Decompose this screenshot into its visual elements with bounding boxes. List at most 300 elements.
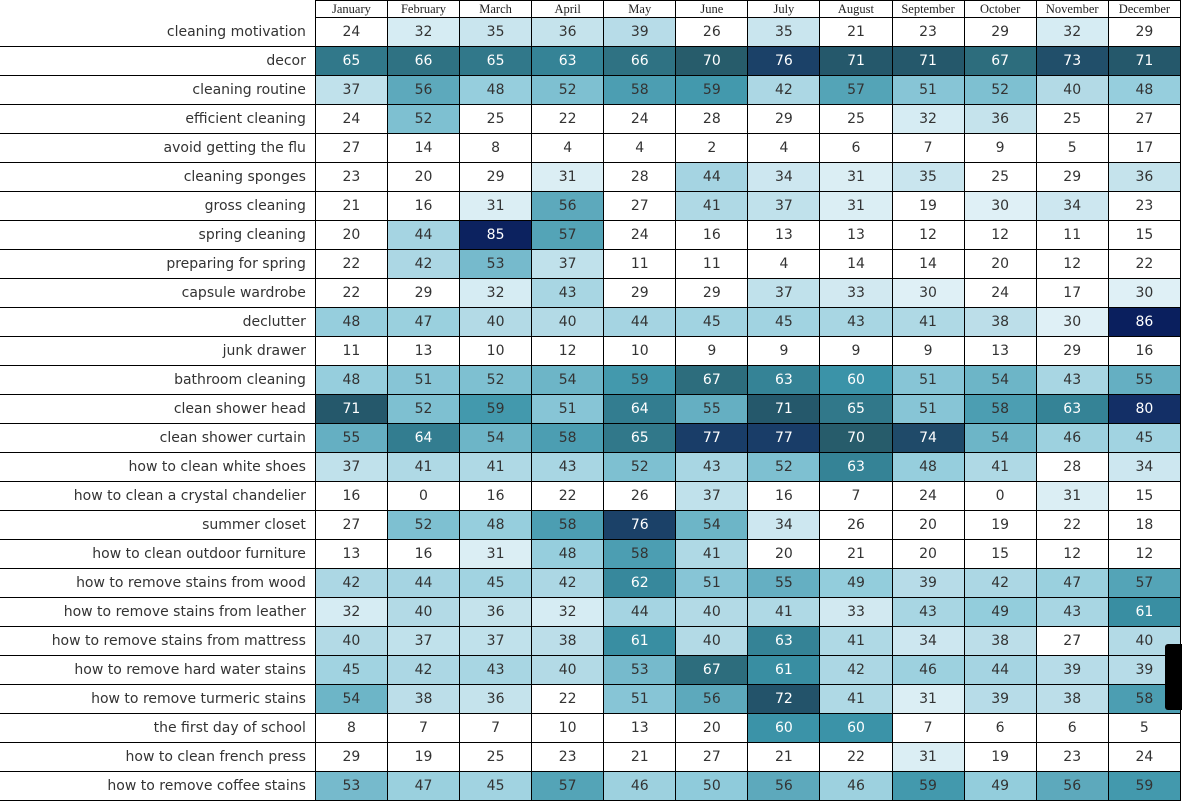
heat-cell: 63: [1036, 395, 1108, 424]
heat-cell: 9: [676, 337, 748, 366]
row-label: how to remove stains from mattress: [0, 627, 315, 656]
table-row: [0, 569, 1181, 598]
heat-cell: 51: [604, 685, 676, 714]
heat-cell: 55: [1108, 366, 1180, 395]
heat-cell: 12: [1036, 540, 1108, 569]
heat-cell: 37: [460, 627, 532, 656]
heat-cell: 53: [315, 772, 387, 801]
heat-cell: 29: [1108, 18, 1180, 47]
heat-cell: 45: [315, 656, 387, 685]
heat-cell: 59: [460, 395, 532, 424]
table-row: [0, 540, 1181, 569]
heat-cell: 76: [604, 511, 676, 540]
heat-cell: 86: [1108, 308, 1180, 337]
heat-cell: 40: [676, 598, 748, 627]
heat-cell: 29: [387, 279, 459, 308]
heat-cell: 45: [748, 308, 820, 337]
heat-cell: 16: [748, 482, 820, 511]
heat-cell: 10: [532, 714, 604, 743]
heat-cell: 45: [460, 569, 532, 598]
heat-cell: 40: [460, 308, 532, 337]
month-header: April: [532, 1, 604, 18]
heat-cell: 20: [315, 221, 387, 250]
heat-cell: 24: [604, 105, 676, 134]
heat-cell: 19: [964, 743, 1036, 772]
table-row: [0, 714, 1181, 743]
heat-cell: 9: [748, 337, 820, 366]
heat-cell: 49: [964, 772, 1036, 801]
heat-cell: 52: [964, 76, 1036, 105]
heat-cell: 56: [387, 76, 459, 105]
heat-cell: 40: [532, 656, 604, 685]
heat-cell: 13: [604, 714, 676, 743]
heat-cell: 52: [460, 366, 532, 395]
heat-cell: 70: [820, 424, 892, 453]
month-header: October: [964, 1, 1036, 18]
heat-cell: 5: [1108, 714, 1180, 743]
row-label: how to clean white shoes: [0, 453, 315, 482]
heat-cell: 15: [1108, 482, 1180, 511]
heat-cell: 23: [892, 18, 964, 47]
heat-cell: 74: [892, 424, 964, 453]
heat-cell: 43: [676, 453, 748, 482]
table-row: [0, 366, 1181, 395]
heat-cell: 26: [676, 18, 748, 47]
heat-cell: 27: [676, 743, 748, 772]
heat-cell: 41: [748, 598, 820, 627]
heat-cell: 60: [820, 366, 892, 395]
heat-cell: 66: [604, 47, 676, 76]
heat-cell: 38: [964, 627, 1036, 656]
scrollbar-handle[interactable]: [1165, 644, 1182, 710]
heat-cell: 52: [387, 511, 459, 540]
month-header: December: [1108, 1, 1180, 18]
heat-cell: 13: [748, 221, 820, 250]
heat-cell: 36: [1108, 163, 1180, 192]
heat-cell: 54: [315, 685, 387, 714]
heat-cell: 51: [892, 395, 964, 424]
heat-cell: 42: [387, 250, 459, 279]
heat-cell: 38: [387, 685, 459, 714]
heat-cell: 37: [748, 279, 820, 308]
row-label: clean shower head: [0, 395, 315, 424]
heat-cell: 63: [532, 47, 604, 76]
heat-cell: 61: [748, 656, 820, 685]
row-label: cleaning routine: [0, 76, 315, 105]
heat-cell: 12: [532, 337, 604, 366]
heat-cell: 60: [748, 714, 820, 743]
heat-cell: 46: [1036, 424, 1108, 453]
heat-cell: 60: [820, 714, 892, 743]
month-header: June: [676, 1, 748, 18]
heat-cell: 24: [315, 105, 387, 134]
heat-cell: 20: [387, 163, 459, 192]
heat-cell: 43: [532, 279, 604, 308]
month-header-row: [0, 1, 1181, 18]
heat-cell: 19: [964, 511, 1036, 540]
heat-cell: 25: [460, 743, 532, 772]
heat-cell: 52: [387, 105, 459, 134]
heat-cell: 48: [315, 308, 387, 337]
table-row: [0, 685, 1181, 714]
row-label: summer closet: [0, 511, 315, 540]
heat-cell: 47: [387, 308, 459, 337]
heat-cell: 22: [532, 685, 604, 714]
heat-cell: 29: [1036, 337, 1108, 366]
heat-cell: 38: [964, 308, 1036, 337]
heat-cell: 30: [964, 192, 1036, 221]
heat-cell: 11: [315, 337, 387, 366]
heat-cell: 41: [820, 685, 892, 714]
heat-cell: 23: [1108, 192, 1180, 221]
heat-cell: 51: [532, 395, 604, 424]
table-row: [0, 134, 1181, 163]
heat-cell: 42: [387, 656, 459, 685]
heat-cell: 54: [964, 424, 1036, 453]
heat-cell: 27: [315, 511, 387, 540]
heat-cell: 23: [315, 163, 387, 192]
heat-cell: 49: [964, 598, 1036, 627]
heat-cell: 21: [748, 743, 820, 772]
heat-cell: 63: [748, 366, 820, 395]
heat-cell: 22: [532, 105, 604, 134]
heat-cell: 4: [748, 134, 820, 163]
heat-cell: 46: [604, 772, 676, 801]
heat-cell: 65: [820, 395, 892, 424]
heat-cell: 42: [532, 569, 604, 598]
heat-cell: 48: [1108, 76, 1180, 105]
heat-cell: 48: [315, 366, 387, 395]
row-label: spring cleaning: [0, 221, 315, 250]
row-label: efficient cleaning: [0, 105, 315, 134]
heat-cell: 17: [1108, 134, 1180, 163]
heat-cell: 9: [892, 337, 964, 366]
heat-cell: 22: [820, 743, 892, 772]
heat-cell: 14: [892, 250, 964, 279]
month-header: August: [820, 1, 892, 18]
heat-cell: 43: [1036, 598, 1108, 627]
heat-cell: 29: [676, 279, 748, 308]
heat-cell: 71: [820, 47, 892, 76]
heat-cell: 16: [315, 482, 387, 511]
heat-cell: 45: [1108, 424, 1180, 453]
heat-cell: 58: [1108, 685, 1180, 714]
table-row: [0, 192, 1181, 221]
row-label: how to remove coffee stains: [0, 772, 315, 801]
table-row: [0, 308, 1181, 337]
heat-cell: 27: [315, 134, 387, 163]
heat-cell: 54: [460, 424, 532, 453]
heat-cell: 40: [1036, 76, 1108, 105]
heat-cell: 63: [820, 453, 892, 482]
heat-cell: 32: [315, 598, 387, 627]
heat-cell: 52: [532, 76, 604, 105]
heat-cell: 33: [820, 279, 892, 308]
heat-cell: 12: [892, 221, 964, 250]
row-label: how to remove turmeric stains: [0, 685, 315, 714]
heat-cell: 65: [604, 424, 676, 453]
heat-cell: 7: [892, 714, 964, 743]
heat-cell: 39: [964, 685, 1036, 714]
heat-cell: 32: [1036, 18, 1108, 47]
heat-cell: 24: [315, 18, 387, 47]
heat-cell: 49: [820, 569, 892, 598]
heat-cell: 63: [748, 627, 820, 656]
heat-cell: 22: [1036, 511, 1108, 540]
heat-cell: 40: [1108, 627, 1180, 656]
heat-cell: 73: [1036, 47, 1108, 76]
heat-cell: 16: [387, 540, 459, 569]
heat-cell: 41: [387, 453, 459, 482]
heat-cell: 29: [1036, 163, 1108, 192]
heat-cell: 56: [676, 685, 748, 714]
heat-cell: 36: [460, 685, 532, 714]
heat-cell: 38: [1036, 685, 1108, 714]
heat-cell: 12: [964, 221, 1036, 250]
heat-cell: 59: [892, 772, 964, 801]
heat-cell: 0: [387, 482, 459, 511]
heat-cell: 43: [460, 656, 532, 685]
heat-cell: 25: [460, 105, 532, 134]
heat-cell: 56: [748, 772, 820, 801]
heat-cell: 6: [1036, 714, 1108, 743]
heat-cell: 26: [820, 511, 892, 540]
heat-cell: 35: [892, 163, 964, 192]
heat-cell: 21: [820, 18, 892, 47]
heat-cell: 52: [748, 453, 820, 482]
heat-cell: 39: [1036, 656, 1108, 685]
heat-cell: 45: [676, 308, 748, 337]
heat-cell: 2: [676, 134, 748, 163]
heat-cell: 30: [892, 279, 964, 308]
row-label: capsule wardrobe: [0, 279, 315, 308]
heat-cell: 52: [604, 453, 676, 482]
heat-cell: 58: [532, 424, 604, 453]
heat-cell: 4: [748, 250, 820, 279]
heat-cell: 36: [964, 105, 1036, 134]
heat-cell: 12: [1108, 540, 1180, 569]
heat-cell: 4: [604, 134, 676, 163]
heat-cell: 11: [604, 250, 676, 279]
heat-cell: 39: [892, 569, 964, 598]
heat-cell: 71: [1108, 47, 1180, 76]
heat-cell: 48: [892, 453, 964, 482]
heat-cell: 20: [964, 250, 1036, 279]
heat-cell: 33: [820, 598, 892, 627]
heat-cell: 9: [964, 134, 1036, 163]
heat-cell: 59: [604, 366, 676, 395]
heat-cell: 41: [964, 453, 1036, 482]
heat-cell: 42: [748, 76, 820, 105]
heat-cell: 13: [820, 221, 892, 250]
heat-cell: 50: [676, 772, 748, 801]
heat-cell: 29: [748, 105, 820, 134]
heat-cell: 31: [820, 163, 892, 192]
table-row: [0, 482, 1181, 511]
heat-cell: 51: [387, 366, 459, 395]
table-row: [0, 424, 1181, 453]
table-row: [0, 47, 1181, 76]
row-label: declutter: [0, 308, 315, 337]
row-label: how to clean outdoor furniture: [0, 540, 315, 569]
heat-cell: 31: [460, 192, 532, 221]
heat-cell: 58: [532, 511, 604, 540]
row-label: junk drawer: [0, 337, 315, 366]
heat-cell: 58: [964, 395, 1036, 424]
heat-cell: 35: [748, 18, 820, 47]
heat-cell: 30: [1036, 308, 1108, 337]
row-label: clean shower curtain: [0, 424, 315, 453]
heat-cell: 43: [532, 453, 604, 482]
table-row: [0, 18, 1181, 47]
heat-cell: 12: [1036, 250, 1108, 279]
heat-cell: 22: [315, 250, 387, 279]
heat-cell: 15: [1108, 221, 1180, 250]
heat-cell: 37: [748, 192, 820, 221]
heat-cell: 22: [532, 482, 604, 511]
heat-cell: 22: [315, 279, 387, 308]
row-label: how to remove stains from wood: [0, 569, 315, 598]
heat-cell: 35: [460, 18, 532, 47]
month-header: February: [387, 1, 459, 18]
heat-cell: 31: [1036, 482, 1108, 511]
heat-cell: 55: [748, 569, 820, 598]
heat-cell: 57: [532, 772, 604, 801]
table-row: [0, 76, 1181, 105]
heat-cell: 67: [676, 656, 748, 685]
heat-cell: 38: [532, 627, 604, 656]
heat-cell: 23: [1036, 743, 1108, 772]
row-label: decor: [0, 47, 315, 76]
month-header: March: [460, 1, 532, 18]
heat-cell: 16: [676, 221, 748, 250]
heat-cell: 30: [1108, 279, 1180, 308]
heat-cell: 44: [964, 656, 1036, 685]
heat-cell: 7: [387, 714, 459, 743]
row-label: how to remove hard water stains: [0, 656, 315, 685]
heat-cell: 41: [892, 308, 964, 337]
heat-cell: 11: [1036, 221, 1108, 250]
heat-cell: 7: [892, 134, 964, 163]
heat-cell: 44: [604, 308, 676, 337]
heat-cell: 15: [964, 540, 1036, 569]
heat-cell: 37: [387, 627, 459, 656]
heat-cell: 37: [676, 482, 748, 511]
heat-cell: 24: [964, 279, 1036, 308]
heat-cell: 42: [820, 656, 892, 685]
table-row: [0, 743, 1181, 772]
heat-cell: 34: [1108, 453, 1180, 482]
table-row: [0, 337, 1181, 366]
heat-cell: 5: [1036, 134, 1108, 163]
heat-cell: 16: [1108, 337, 1180, 366]
table-row: [0, 395, 1181, 424]
heat-cell: 41: [676, 192, 748, 221]
row-label: cleaning sponges: [0, 163, 315, 192]
heat-cell: 13: [964, 337, 1036, 366]
heat-cell: 52: [387, 395, 459, 424]
heat-cell: 14: [387, 134, 459, 163]
month-header: January: [315, 1, 387, 18]
heat-cell: 19: [892, 192, 964, 221]
heat-cell: 21: [604, 743, 676, 772]
heat-cell: 54: [532, 366, 604, 395]
heat-cell: 48: [460, 511, 532, 540]
heat-cell: 40: [387, 598, 459, 627]
row-label: bathroom cleaning: [0, 366, 315, 395]
heat-cell: 6: [820, 134, 892, 163]
heat-cell: 9: [820, 337, 892, 366]
heat-cell: 25: [1036, 105, 1108, 134]
heat-cell: 36: [460, 598, 532, 627]
corner-cell: [0, 1, 315, 18]
heat-cell: 29: [964, 18, 1036, 47]
heat-cell: 31: [892, 743, 964, 772]
heat-cell: 39: [604, 18, 676, 47]
heat-cell: 45: [460, 772, 532, 801]
heat-cell: 59: [1108, 772, 1180, 801]
heat-cell: 39: [1108, 656, 1180, 685]
heat-cell: 64: [387, 424, 459, 453]
heat-cell: 34: [1036, 192, 1108, 221]
table-row: [0, 656, 1181, 685]
heat-cell: 67: [676, 366, 748, 395]
heat-cell: 31: [460, 540, 532, 569]
heat-cell: 29: [460, 163, 532, 192]
heat-cell: 56: [532, 192, 604, 221]
heat-cell: 28: [604, 163, 676, 192]
heat-cell: 61: [1108, 598, 1180, 627]
heat-cell: 14: [820, 250, 892, 279]
heat-cell: 26: [604, 482, 676, 511]
heat-cell: 37: [315, 76, 387, 105]
heat-cell: 18: [1108, 511, 1180, 540]
heat-cell: 44: [387, 221, 459, 250]
heat-cell: 48: [460, 76, 532, 105]
heat-cell: 72: [748, 685, 820, 714]
heat-cell: 21: [315, 192, 387, 221]
heat-cell: 25: [820, 105, 892, 134]
heat-cell: 80: [1108, 395, 1180, 424]
heat-cell: 27: [1036, 627, 1108, 656]
heat-cell: 34: [892, 627, 964, 656]
heat-cell: 67: [964, 47, 1036, 76]
heat-cell: 20: [676, 714, 748, 743]
heat-cell: 65: [460, 47, 532, 76]
heat-cell: 48: [532, 540, 604, 569]
row-label: cleaning motivation: [0, 18, 315, 47]
heat-cell: 62: [604, 569, 676, 598]
heat-cell: 32: [532, 598, 604, 627]
heat-cell: 28: [676, 105, 748, 134]
heat-cell: 0: [964, 482, 1036, 511]
heat-cell: 55: [676, 395, 748, 424]
heat-cell: 51: [676, 569, 748, 598]
heat-cell: 55: [315, 424, 387, 453]
heat-cell: 41: [460, 453, 532, 482]
row-label: avoid getting the flu: [0, 134, 315, 163]
heat-cell: 57: [820, 76, 892, 105]
heat-cell: 19: [387, 743, 459, 772]
heat-cell: 16: [460, 482, 532, 511]
heat-cell: 46: [892, 656, 964, 685]
heat-cell: 42: [315, 569, 387, 598]
heat-cell: 41: [676, 540, 748, 569]
row-label: how to remove stains from leather: [0, 598, 315, 627]
heat-cell: 7: [460, 714, 532, 743]
heat-cell: 25: [964, 163, 1036, 192]
heat-cell: 71: [315, 395, 387, 424]
